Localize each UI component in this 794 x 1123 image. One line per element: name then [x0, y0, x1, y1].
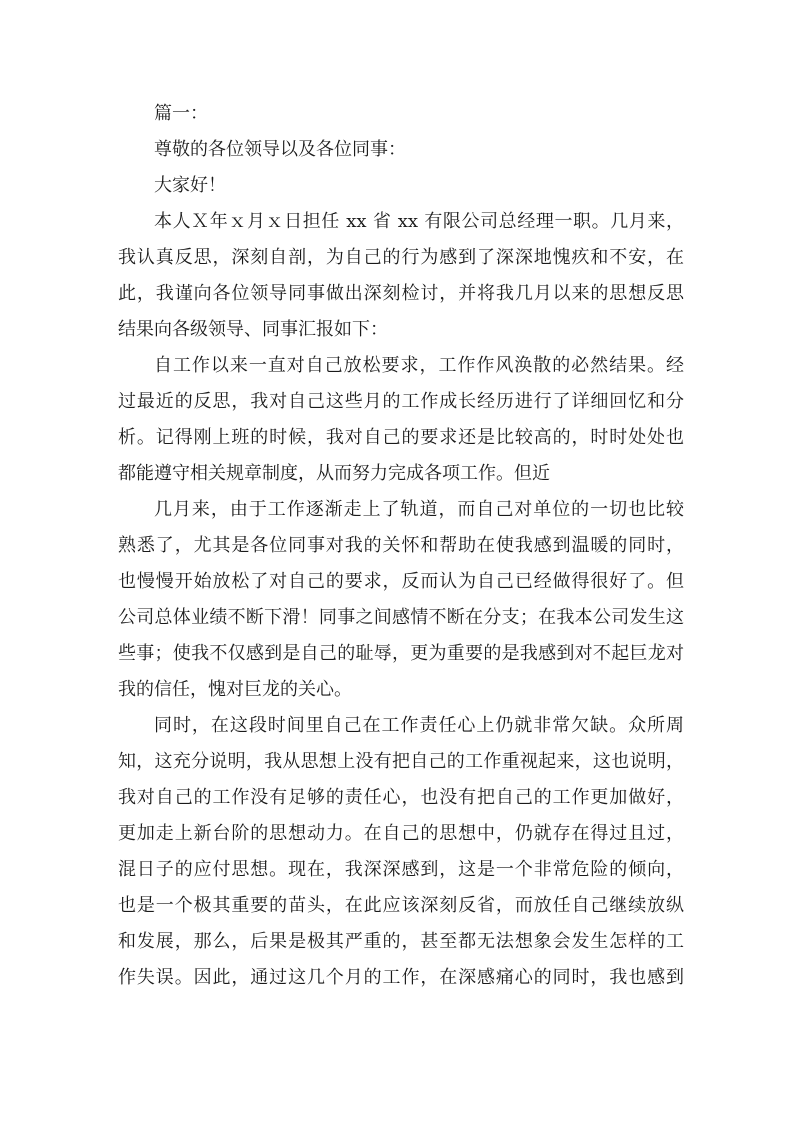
paragraph-line: 也是一个极其重要的苗头，在此应该深刻反省，而放任自己继续放纵	[118, 895, 684, 916]
paragraph-line: 和发展，那么，后果是极其严重的，甚至都无法想象会发生怎样的工	[118, 931, 684, 952]
paragraph-line: 我对自己的工作没有足够的责任心，也没有把自己的工作更加做好，	[118, 787, 684, 808]
paragraph-line: 析。记得刚上班的时候，我对自己的要求还是比较高的，时时处处也	[118, 427, 684, 448]
paragraph-line: 公司总体业绩不断下滑！同事之间感情不断在分支；在我本公司发生这	[118, 607, 684, 628]
paragraph-4	[118, 708, 684, 996]
paragraph-line: 同时，在这段时间里自己在工作责任心上仍就非常欠缺。众所周	[154, 715, 684, 736]
paragraph-line: 更加走上新台阶的思想动力。在自己的思想中，仍就存在得过且过，	[118, 823, 684, 844]
paragraph-line: 作失误。因此，通过这几个月的工作，在深感痛心的同时，我也感到	[118, 967, 684, 988]
paragraph-line: 混日子的应付思想。现在，我深深感到，这是一个非常危险的倾向，	[118, 859, 684, 880]
paragraph-line: 些事；使我不仅感到是自己的耻辱，更为重要的是我感到对不起巨龙对	[118, 643, 684, 664]
paragraph-line: 此，我谨向各位领导同事做出深刻检讨，并将我几月以来的思想反思	[118, 283, 684, 304]
paragraph-line: 过最近的反思，我对自己这些月的工作成长经历进行了详细回忆和分	[118, 391, 684, 412]
greeting: 大家好！	[154, 175, 226, 196]
paragraph-2	[118, 348, 684, 492]
paragraph-line: 自工作以来一直对自己放松要求，工作作风涣散的必然结果。经	[154, 355, 684, 376]
paragraph-line: 熟悉了，尤其是各位同事对我的关怀和帮助在使我感到温暖的同时，	[118, 535, 684, 556]
paragraph-line: 也慢慢开始放松了对自己的要求，反而认为自己已经做得很好了。但	[118, 571, 684, 592]
paragraph-3	[118, 492, 684, 708]
paragraph-1	[118, 204, 684, 348]
paragraph-line: 结果向各级领导、同事汇报如下：	[118, 319, 388, 340]
paragraph-line: 都能遵守相关规章制度，从而努力完成各项工作。但近	[118, 463, 550, 484]
paragraph-line: 几月来，由于工作逐渐走上了轨道，而自己对单位的一切也比较	[154, 499, 684, 520]
document-body	[118, 96, 684, 996]
paragraph-line: 知，这充分说明，我从思想上没有把自己的工作重视起来，这也说明，	[118, 751, 684, 772]
paragraph-line: 本人Ｘ年ｘ月ｘ日担任 xx 省 xx 有限公司总经理一职。几月来，	[154, 211, 684, 232]
section-heading: 篇一：	[154, 103, 208, 124]
paragraph-line: 我认真反思，深刻自剖，为自己的行为感到了深深地愧疚和不安，在	[118, 247, 684, 268]
paragraph-line: 我的信任，愧对巨龙的关心。	[118, 679, 352, 700]
salutation: 尊敬的各位领导以及各位同事：	[154, 139, 406, 160]
